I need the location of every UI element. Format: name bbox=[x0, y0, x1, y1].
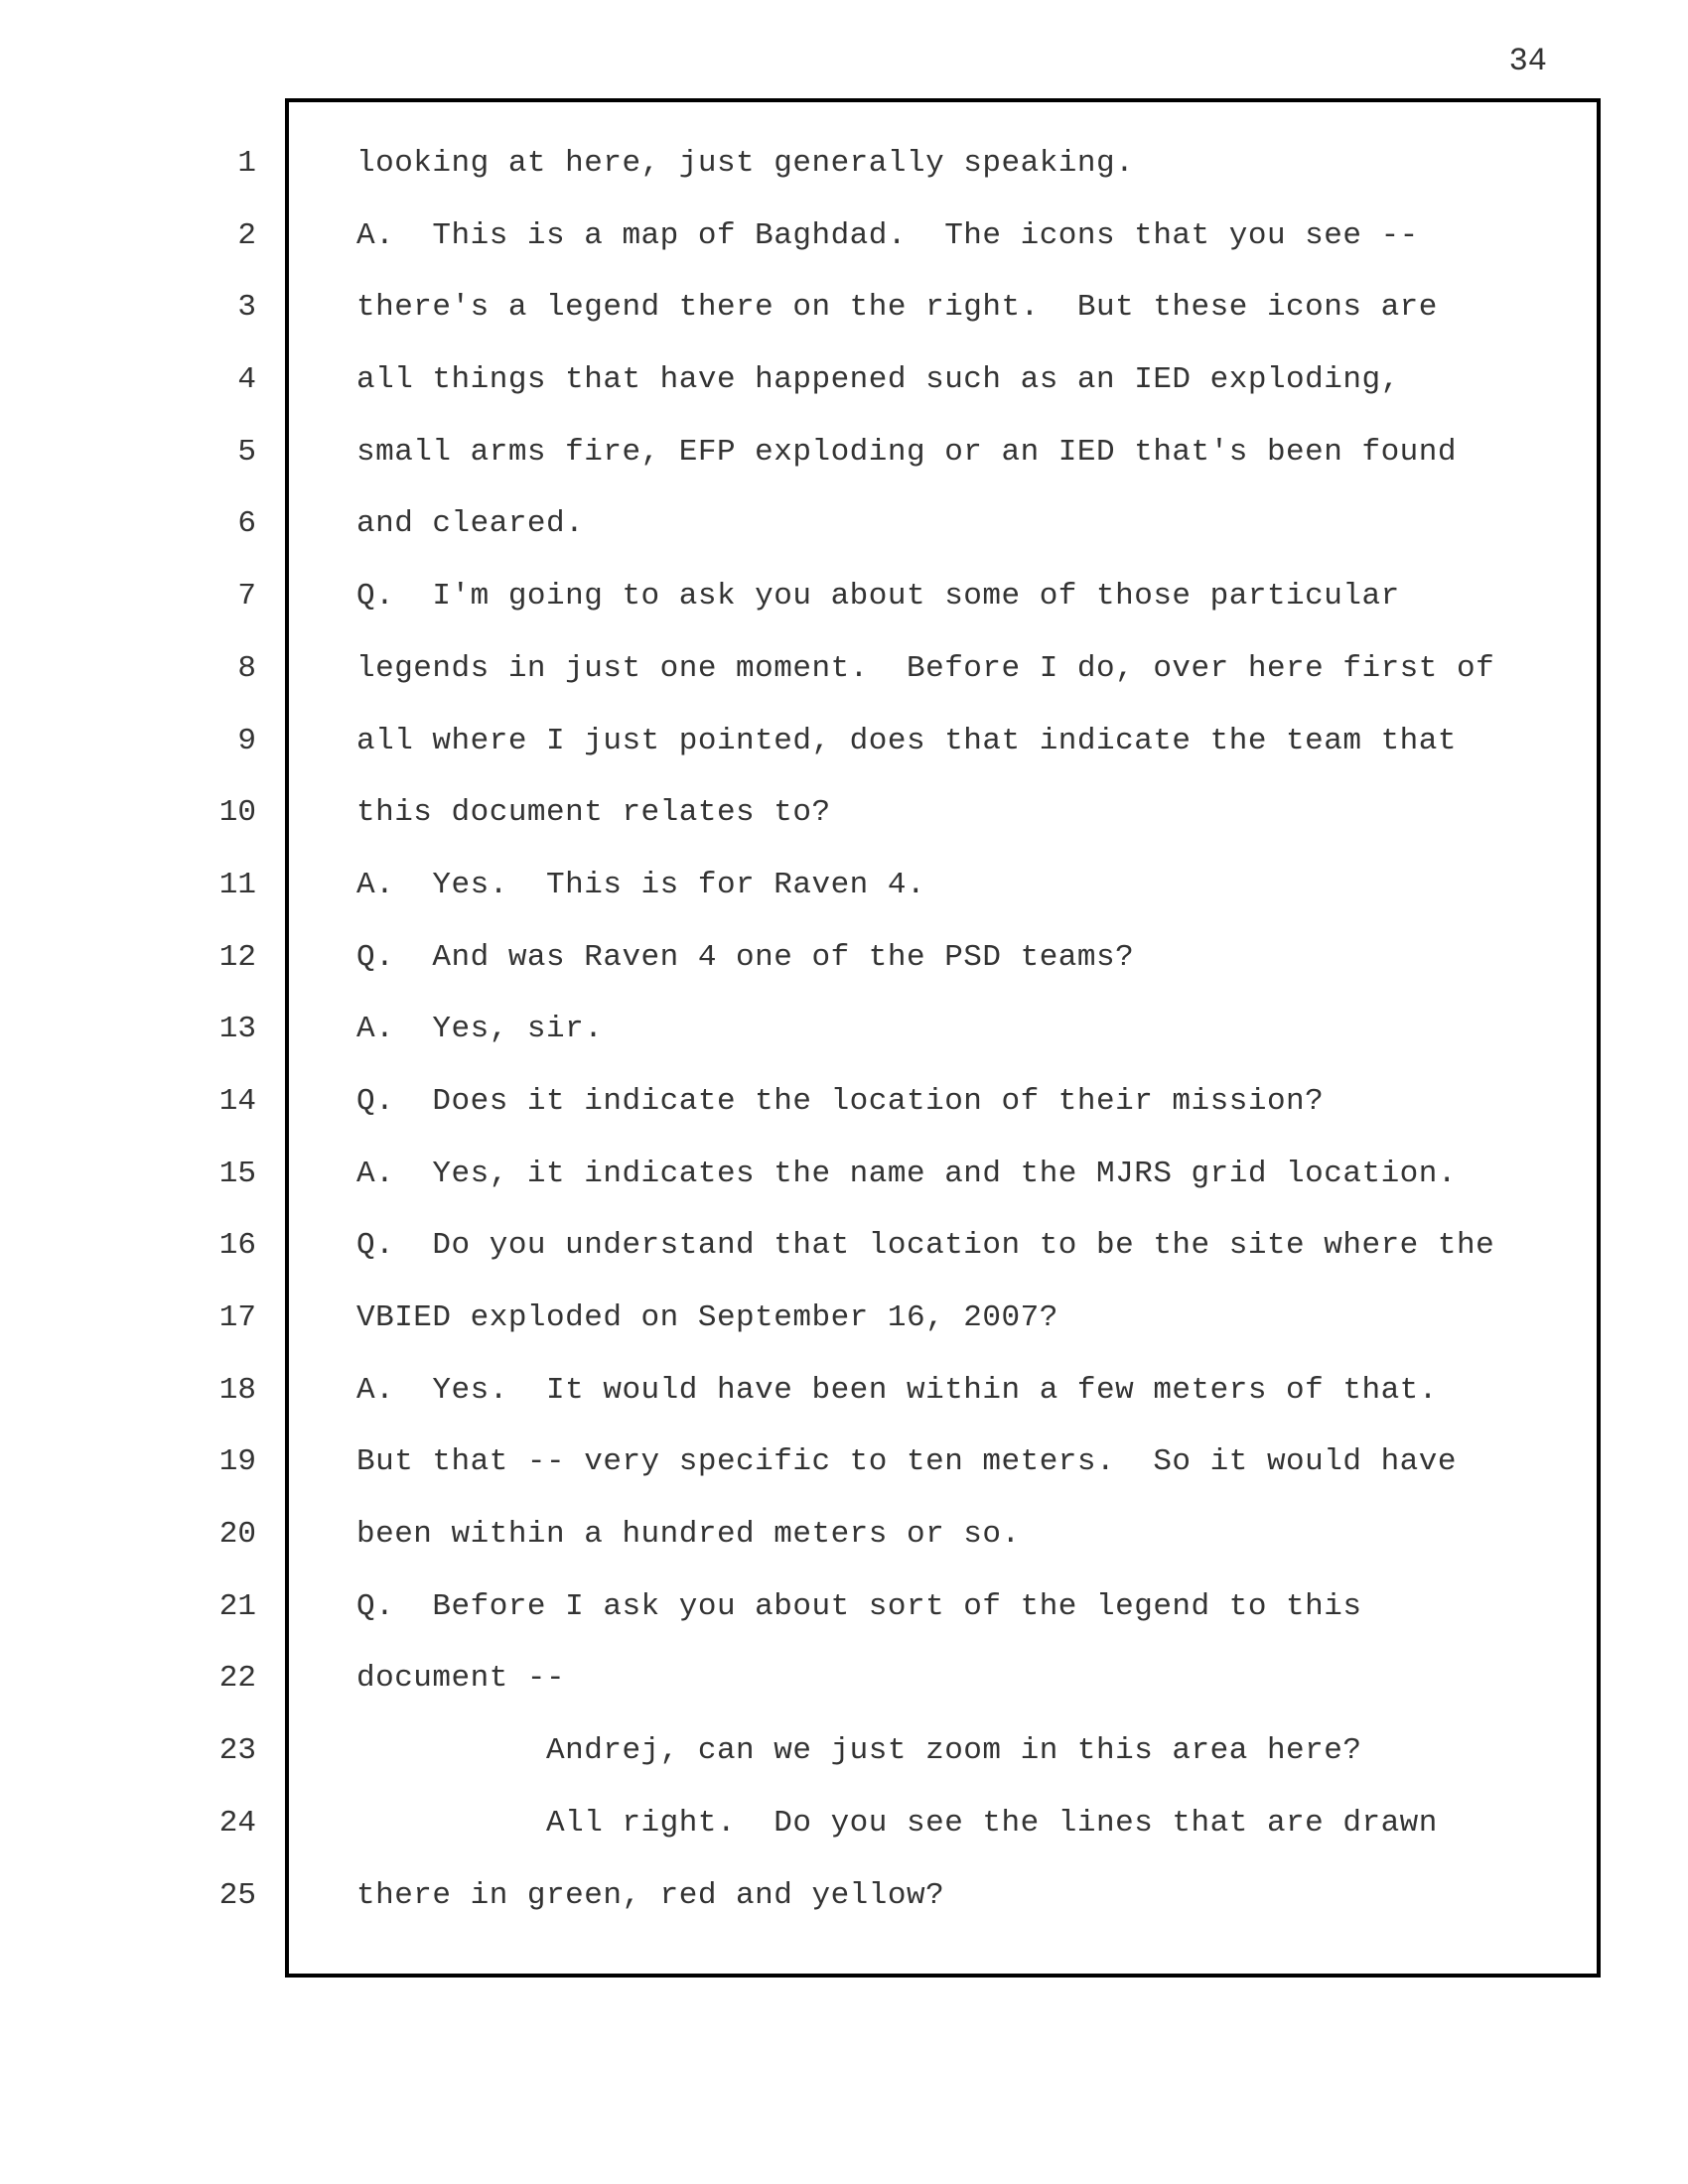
line-text: all things that have happened such as an IED exploding, bbox=[356, 362, 1400, 398]
transcript-line bbox=[0, 1371, 1688, 1443]
line-number: 15 bbox=[218, 1156, 256, 1191]
line-number: 24 bbox=[218, 1805, 256, 1841]
line-number: 7 bbox=[237, 579, 256, 614]
line-text: Q. Does it indicate the location of their mission? bbox=[356, 1083, 1325, 1119]
transcript-line bbox=[0, 1442, 1688, 1515]
line-text: small arms fire, EFP exploding or an IED that's been found bbox=[356, 434, 1457, 470]
line-text: this document relates to? bbox=[356, 795, 831, 831]
transcript-line bbox=[0, 1298, 1688, 1371]
transcript-line bbox=[0, 1804, 1688, 1876]
line-text: A. Yes. It would have been within a few meters of that. bbox=[356, 1372, 1438, 1408]
transcript-line bbox=[0, 1731, 1688, 1804]
line-number: 13 bbox=[218, 1012, 256, 1047]
line-text: all where I just pointed, does that indicate the team that bbox=[356, 723, 1457, 758]
transcript-line bbox=[0, 1876, 1688, 1949]
line-number: 11 bbox=[218, 867, 256, 902]
line-text: been within a hundred meters or so. bbox=[356, 1517, 1021, 1553]
line-number: 1 bbox=[237, 146, 256, 181]
line-number: 5 bbox=[237, 434, 256, 470]
line-text: A. Yes. This is for Raven 4. bbox=[356, 867, 926, 902]
transcript-line bbox=[0, 288, 1688, 360]
line-number: 18 bbox=[218, 1372, 256, 1408]
transcript-line bbox=[0, 866, 1688, 938]
transcript-line bbox=[0, 649, 1688, 722]
line-text: there in green, red and yellow? bbox=[356, 1877, 945, 1913]
line-number: 12 bbox=[218, 939, 256, 975]
line-text: Q. I'm going to ask you about some of those particular bbox=[356, 579, 1400, 614]
line-number: 22 bbox=[218, 1661, 256, 1697]
line-text: All right. Do you see the lines that are drawn bbox=[356, 1805, 1438, 1841]
line-number: 14 bbox=[218, 1083, 256, 1119]
line-text: Q. Before I ask you about sort of the legend to this bbox=[356, 1588, 1362, 1624]
line-text: VBIED exploded on September 16, 2007? bbox=[356, 1300, 1058, 1335]
line-text: legends in just one moment. Before I do, over here first of bbox=[356, 650, 1495, 686]
line-number: 6 bbox=[237, 506, 256, 542]
line-text: Q. And was Raven 4 one of the PSD teams? bbox=[356, 939, 1135, 975]
transcript-line bbox=[0, 504, 1688, 577]
transcript-line bbox=[0, 1659, 1688, 1731]
line-text: document -- bbox=[356, 1661, 566, 1697]
transcript-line bbox=[0, 1082, 1688, 1155]
line-text: A. Yes, sir. bbox=[356, 1012, 604, 1047]
line-text: A. This is a map of Baghdad. The icons that you see -- bbox=[356, 217, 1419, 253]
line-number: 17 bbox=[218, 1300, 256, 1335]
line-number: 23 bbox=[218, 1733, 256, 1769]
line-text: Andrej, can we just zoom in this area here? bbox=[356, 1733, 1362, 1769]
line-number: 21 bbox=[218, 1588, 256, 1624]
transcript-line bbox=[0, 1226, 1688, 1298]
transcript-line bbox=[0, 1155, 1688, 1227]
line-number: 3 bbox=[237, 290, 256, 326]
line-text: and cleared. bbox=[356, 506, 585, 542]
transcript-line bbox=[0, 1010, 1688, 1082]
line-text: A. Yes, it indicates the name and the MJRS grid location. bbox=[356, 1156, 1457, 1191]
line-text: looking at here, just generally speaking. bbox=[356, 146, 1135, 181]
line-number: 19 bbox=[218, 1444, 256, 1480]
transcript-line bbox=[0, 433, 1688, 505]
line-text: Q. Do you understand that location to be the site where the bbox=[356, 1228, 1495, 1264]
transcript-line bbox=[0, 793, 1688, 866]
line-number: 2 bbox=[237, 217, 256, 253]
transcript-line bbox=[0, 144, 1688, 216]
transcript-lines bbox=[0, 144, 1688, 1948]
line-number: 8 bbox=[237, 650, 256, 686]
transcript-line bbox=[0, 1515, 1688, 1587]
line-number: 9 bbox=[237, 723, 256, 758]
line-number: 4 bbox=[237, 362, 256, 398]
line-text: there's a legend there on the right. But these icons are bbox=[356, 290, 1438, 326]
line-number: 10 bbox=[218, 795, 256, 831]
transcript-line bbox=[0, 216, 1688, 289]
line-number: 25 bbox=[218, 1877, 256, 1913]
page-number: 34 bbox=[1508, 43, 1547, 79]
transcript-line bbox=[0, 722, 1688, 794]
line-text: But that -- very specific to ten meters. So it would have bbox=[356, 1444, 1457, 1480]
line-number: 20 bbox=[218, 1517, 256, 1553]
line-number: 16 bbox=[218, 1228, 256, 1264]
transcript-line bbox=[0, 938, 1688, 1011]
transcript-line bbox=[0, 1587, 1688, 1660]
transcript-line bbox=[0, 360, 1688, 433]
transcript-line bbox=[0, 577, 1688, 649]
